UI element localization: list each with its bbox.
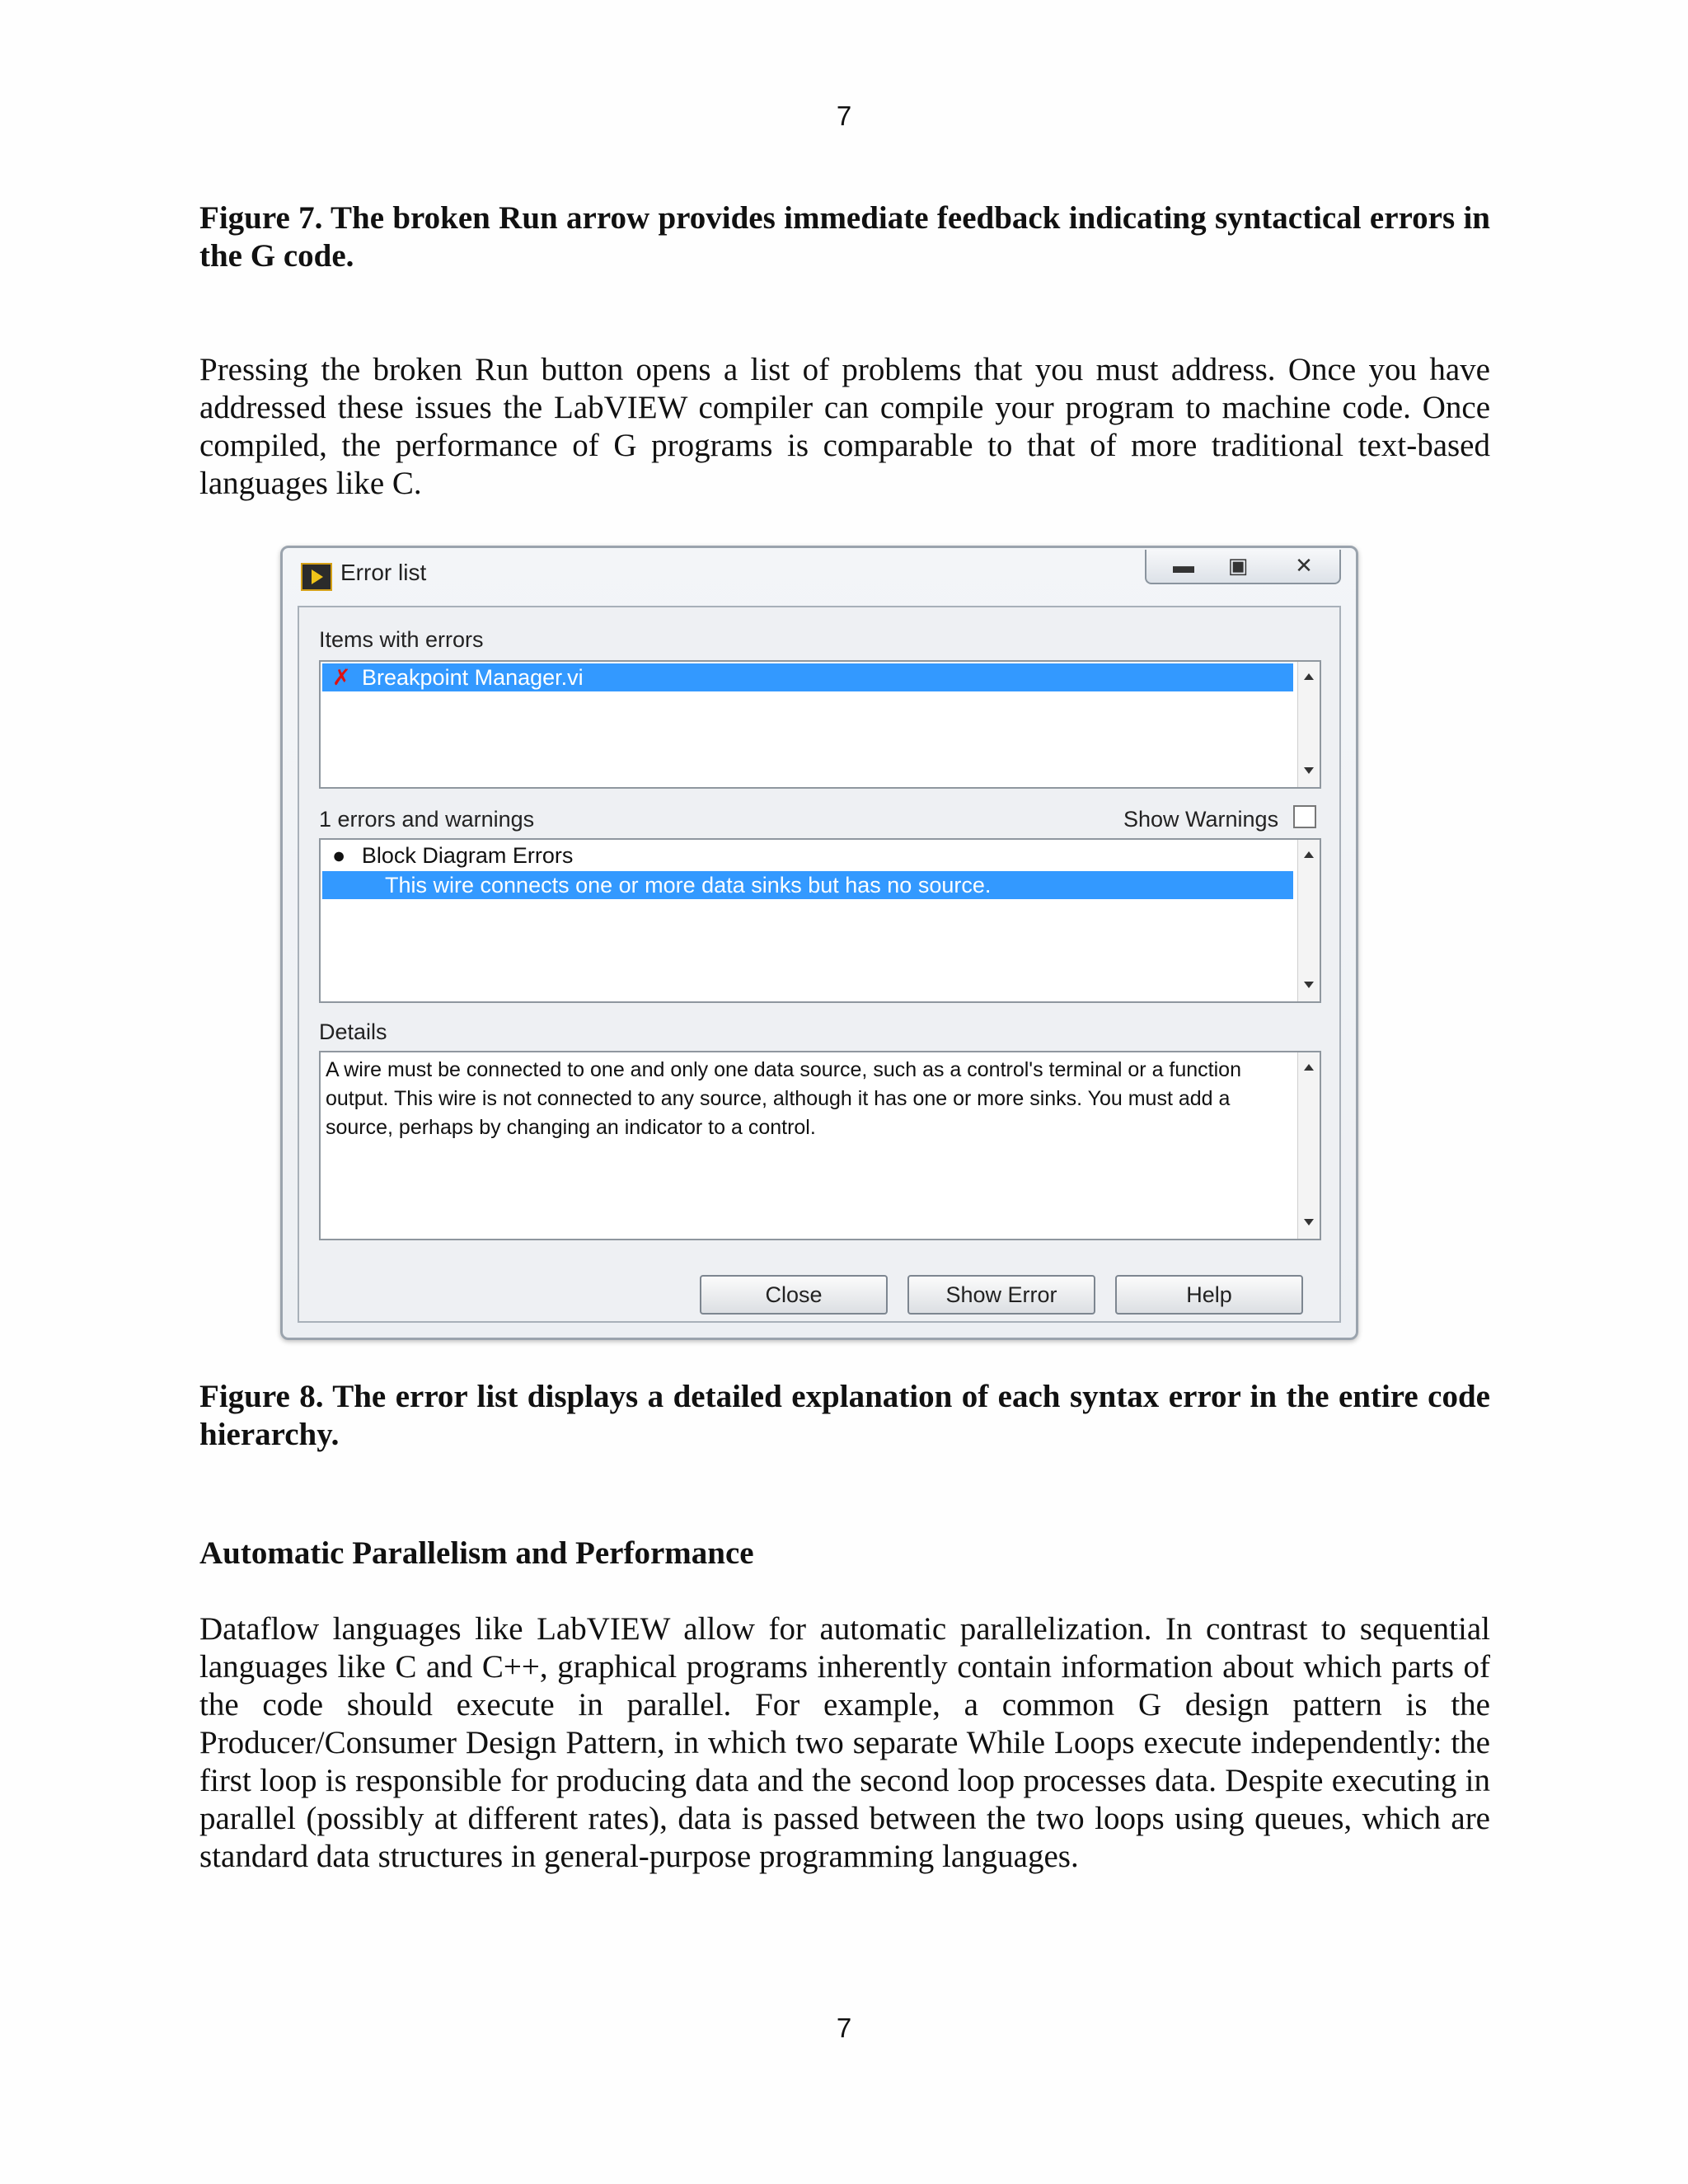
scroll-up-icon[interactable] xyxy=(1304,673,1314,680)
maximize-icon[interactable]: ▣ xyxy=(1227,553,1249,578)
scroll-up-icon[interactable] xyxy=(1304,851,1314,858)
error-group-row[interactable] xyxy=(332,841,573,869)
details-scrollbar[interactable] xyxy=(1297,1052,1320,1239)
error-group-label: Block Diagram Errors xyxy=(361,843,574,868)
errors-list[interactable] xyxy=(319,838,1321,1003)
paragraph-broken-run: Pressing the broken Run button opens a list of problems that you must address. Once you have addressed these issues the LabVIEW compiler can compile your program to machine code. Once compiled, the performance of G programs is comparable to that of more traditional text-based languages like C. xyxy=(199,352,1490,501)
list-item[interactable] xyxy=(322,663,1293,691)
error-item-label: This wire connects one or more data sinks but has no source. xyxy=(385,873,992,898)
errors-count-label: 1 errors and warnings xyxy=(319,807,535,832)
minimize-icon[interactable]: ▬ xyxy=(1173,553,1194,578)
section-heading: Automatic Parallelism and Performance xyxy=(199,1535,754,1571)
labview-icon xyxy=(301,563,332,591)
errors-scrollbar[interactable] xyxy=(1297,840,1320,1001)
page-number-bottom: 7 xyxy=(836,2013,852,2043)
dialog-title: Error list xyxy=(340,560,427,585)
error-item-row[interactable] xyxy=(322,871,1293,899)
item-label: Breakpoint Manager.vi xyxy=(362,665,584,690)
paragraph-parallelism: Dataflow languages like LabVIEW allow for automatic parallelization. In contrast to sequential languages like C and C++, graphical programs inherently contain information about which parts of the code should execute in parallel. For example, a common G design pattern is the Producer/Consumer Design Pattern, in which two separate While Loops execute independently: the first loop is responsible for producing data and the second loop processes data. Despite executing in parallel (possibly at different rates), data is passed between the two loops using queues, which are standard data structures in general-purpose programming languages. xyxy=(199,1611,1490,1874)
scroll-down-icon[interactable] xyxy=(1304,1219,1314,1226)
show-warnings-label: Show Warnings xyxy=(1123,807,1279,832)
details-box[interactable] xyxy=(319,1051,1321,1240)
page-number-top: 7 xyxy=(836,101,852,131)
bullet-icon: ● xyxy=(332,843,346,868)
show-error-button[interactable]: Show Error xyxy=(907,1275,1095,1315)
dialog-titlebar xyxy=(283,548,1356,606)
scroll-up-icon[interactable] xyxy=(1304,1064,1314,1071)
close-icon[interactable]: ✕ xyxy=(1295,553,1313,578)
show-warnings-checkbox[interactable] xyxy=(1293,805,1316,828)
figure-7-caption: Figure 7. The broken Run arrow provides immediate feedback indicating syntactical errors in the G code. xyxy=(199,200,1490,274)
items-scrollbar[interactable] xyxy=(1297,662,1320,787)
error-list-dialog xyxy=(280,546,1358,1340)
dialog-body xyxy=(298,606,1341,1323)
details-label: Details xyxy=(319,1019,387,1044)
x-error-icon: ✗ xyxy=(332,665,351,690)
details-text: A wire must be connected to one and only one data source, such as a control's terminal or a function output. This wire is not connected to any source, although it has one or more sinks. You must add a source, perhaps by changing an indicator to a control. xyxy=(326,1058,1241,1139)
items-with-errors-label: Items with errors xyxy=(319,627,484,652)
close-button[interactable]: Close xyxy=(700,1275,888,1315)
help-button[interactable]: Help xyxy=(1115,1275,1303,1315)
scroll-down-icon[interactable] xyxy=(1304,982,1314,988)
figure-8-caption: Figure 8. The error list displays a detailed explanation of each syntax error in the entire code hierarchy. xyxy=(199,1379,1490,1452)
items-list[interactable] xyxy=(319,660,1321,789)
window-controls xyxy=(1145,550,1341,584)
scroll-down-icon[interactable] xyxy=(1304,767,1314,774)
